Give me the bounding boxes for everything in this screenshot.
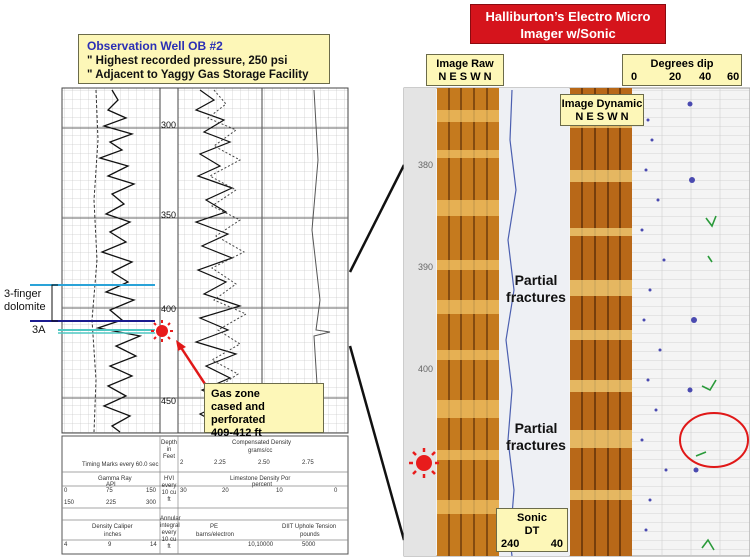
pe-unit: barns/electron	[196, 532, 235, 538]
sonic-scale-right: 40	[550, 538, 563, 550]
ditt-unit: pounds	[300, 532, 320, 538]
depth-tick-380: 380	[418, 160, 434, 170]
density-caliper-scale-1: 9	[108, 542, 112, 548]
sonic-scale-left: 240	[501, 538, 520, 550]
image-raw-strip	[437, 88, 499, 556]
gamma-scale-b-0: 150	[64, 500, 75, 506]
density-caliper-scale-2: 14	[150, 542, 157, 548]
image-raw-directions: N E S W N	[438, 71, 492, 83]
timing-header: Timing Marks every 60.0 sec	[82, 462, 159, 468]
gas-zone-line-1: Gas zone	[211, 388, 260, 400]
gas-zone-line-3: 409-412 ft	[211, 427, 262, 439]
density-caliper-unit: inches	[104, 532, 122, 538]
sonic-unit: DT	[524, 525, 540, 537]
image-dynamic-header	[560, 94, 644, 126]
limestone-scale-1: 20	[222, 488, 229, 494]
limestone-unit: percent	[252, 482, 273, 488]
limestone-scale-2: 10	[276, 488, 283, 494]
dolomite-label-line-1: 3-finger	[4, 288, 42, 300]
image-dynamic-directions: N E S W N	[575, 111, 629, 123]
image-raw-header	[426, 54, 504, 86]
gamma-scale-b-1: 225	[106, 500, 117, 506]
gamma-scale-a-2: 150	[146, 488, 157, 494]
annular-header: Annular integral every 10 cu ft	[160, 516, 181, 550]
pe-header: PE	[210, 524, 219, 530]
halliburton-title-line-1: Halliburton’s Electro Micro	[485, 9, 651, 24]
ditt-scale-1: 5000	[302, 542, 316, 548]
image-dynamic-title: Image Dynamic	[561, 98, 643, 110]
gamma-unit: API	[106, 482, 116, 488]
depth-tick-390: 390	[418, 262, 434, 272]
depth-tick-450: 450	[161, 396, 177, 406]
comp-density-scale-2: 2.50	[258, 460, 270, 466]
gamma-scale-b-2: 300	[146, 500, 157, 506]
degrees-dip-title: Degrees dip	[650, 58, 714, 70]
comp-density-header: Compensated Density	[232, 440, 292, 446]
observation-well-line-1: " Highest recorded pressure, 250 psi	[87, 55, 288, 67]
sonic-title: Sonic	[517, 512, 547, 524]
dolomite-label-line-2: dolomite	[4, 301, 46, 313]
zone-3a-label: 3A	[32, 324, 46, 336]
depth-tick-400b: 400	[418, 364, 434, 374]
gamma-scale-a-0: 0	[64, 488, 68, 494]
depth-tick-400: 400	[161, 304, 177, 314]
log-header-block	[62, 436, 348, 554]
comp-density-scale-0: 2	[180, 460, 184, 466]
dip-tick-0: 0	[631, 71, 638, 83]
partial-fractures-label-2: Partial fractures	[506, 420, 566, 453]
image-raw-title: Image Raw	[436, 58, 494, 70]
comp-density-scale-1: 2.25	[214, 460, 226, 466]
limestone-scale-3: 0	[334, 488, 338, 494]
gamma-scale-a-1: 75	[106, 488, 113, 494]
density-caliper-header: Density Caliper	[92, 524, 133, 530]
density-caliper-scale-0: 4	[64, 542, 68, 548]
depth-tick-300: 300	[161, 120, 177, 130]
gamma-header: Gamma Ray	[98, 476, 132, 482]
gas-zone-line-2: cased and perforated	[211, 401, 266, 426]
comp-density-scale-3: 2.75	[302, 460, 314, 466]
limestone-scale-0: 30	[180, 488, 187, 494]
ditt-header: DIIT Uphole Tension	[282, 524, 337, 530]
image-dynamic-strip	[570, 88, 632, 556]
dip-tick-40: 40	[699, 71, 712, 83]
dip-tick-60: 60	[727, 71, 740, 83]
comp-density-unit: grams/cc	[248, 448, 273, 454]
observation-well-line-2: " Adjacent to Yaggy Gas Storage Facility	[87, 69, 309, 81]
degrees-dip-header	[622, 54, 742, 86]
halliburton-title	[470, 4, 666, 44]
observation-well-title: Observation Well OB #2	[87, 39, 223, 53]
depth-tick-350: 350	[161, 210, 177, 220]
observation-well-note	[78, 34, 330, 84]
ditt-scale-0: 10,10000	[248, 542, 274, 548]
gas-zone-note	[204, 383, 324, 439]
hvi-header: HVI every 10 cu ft	[161, 476, 177, 503]
halliburton-title-line-2: Imager w/Sonic	[520, 26, 616, 41]
depth-header: Depth in Feet	[160, 440, 177, 460]
sonic-header	[496, 508, 568, 552]
partial-fractures-label-1: Partial fractures	[506, 272, 566, 305]
dip-tick-20: 20	[669, 71, 682, 83]
limestone-header: Limestone Density Por	[230, 476, 291, 482]
